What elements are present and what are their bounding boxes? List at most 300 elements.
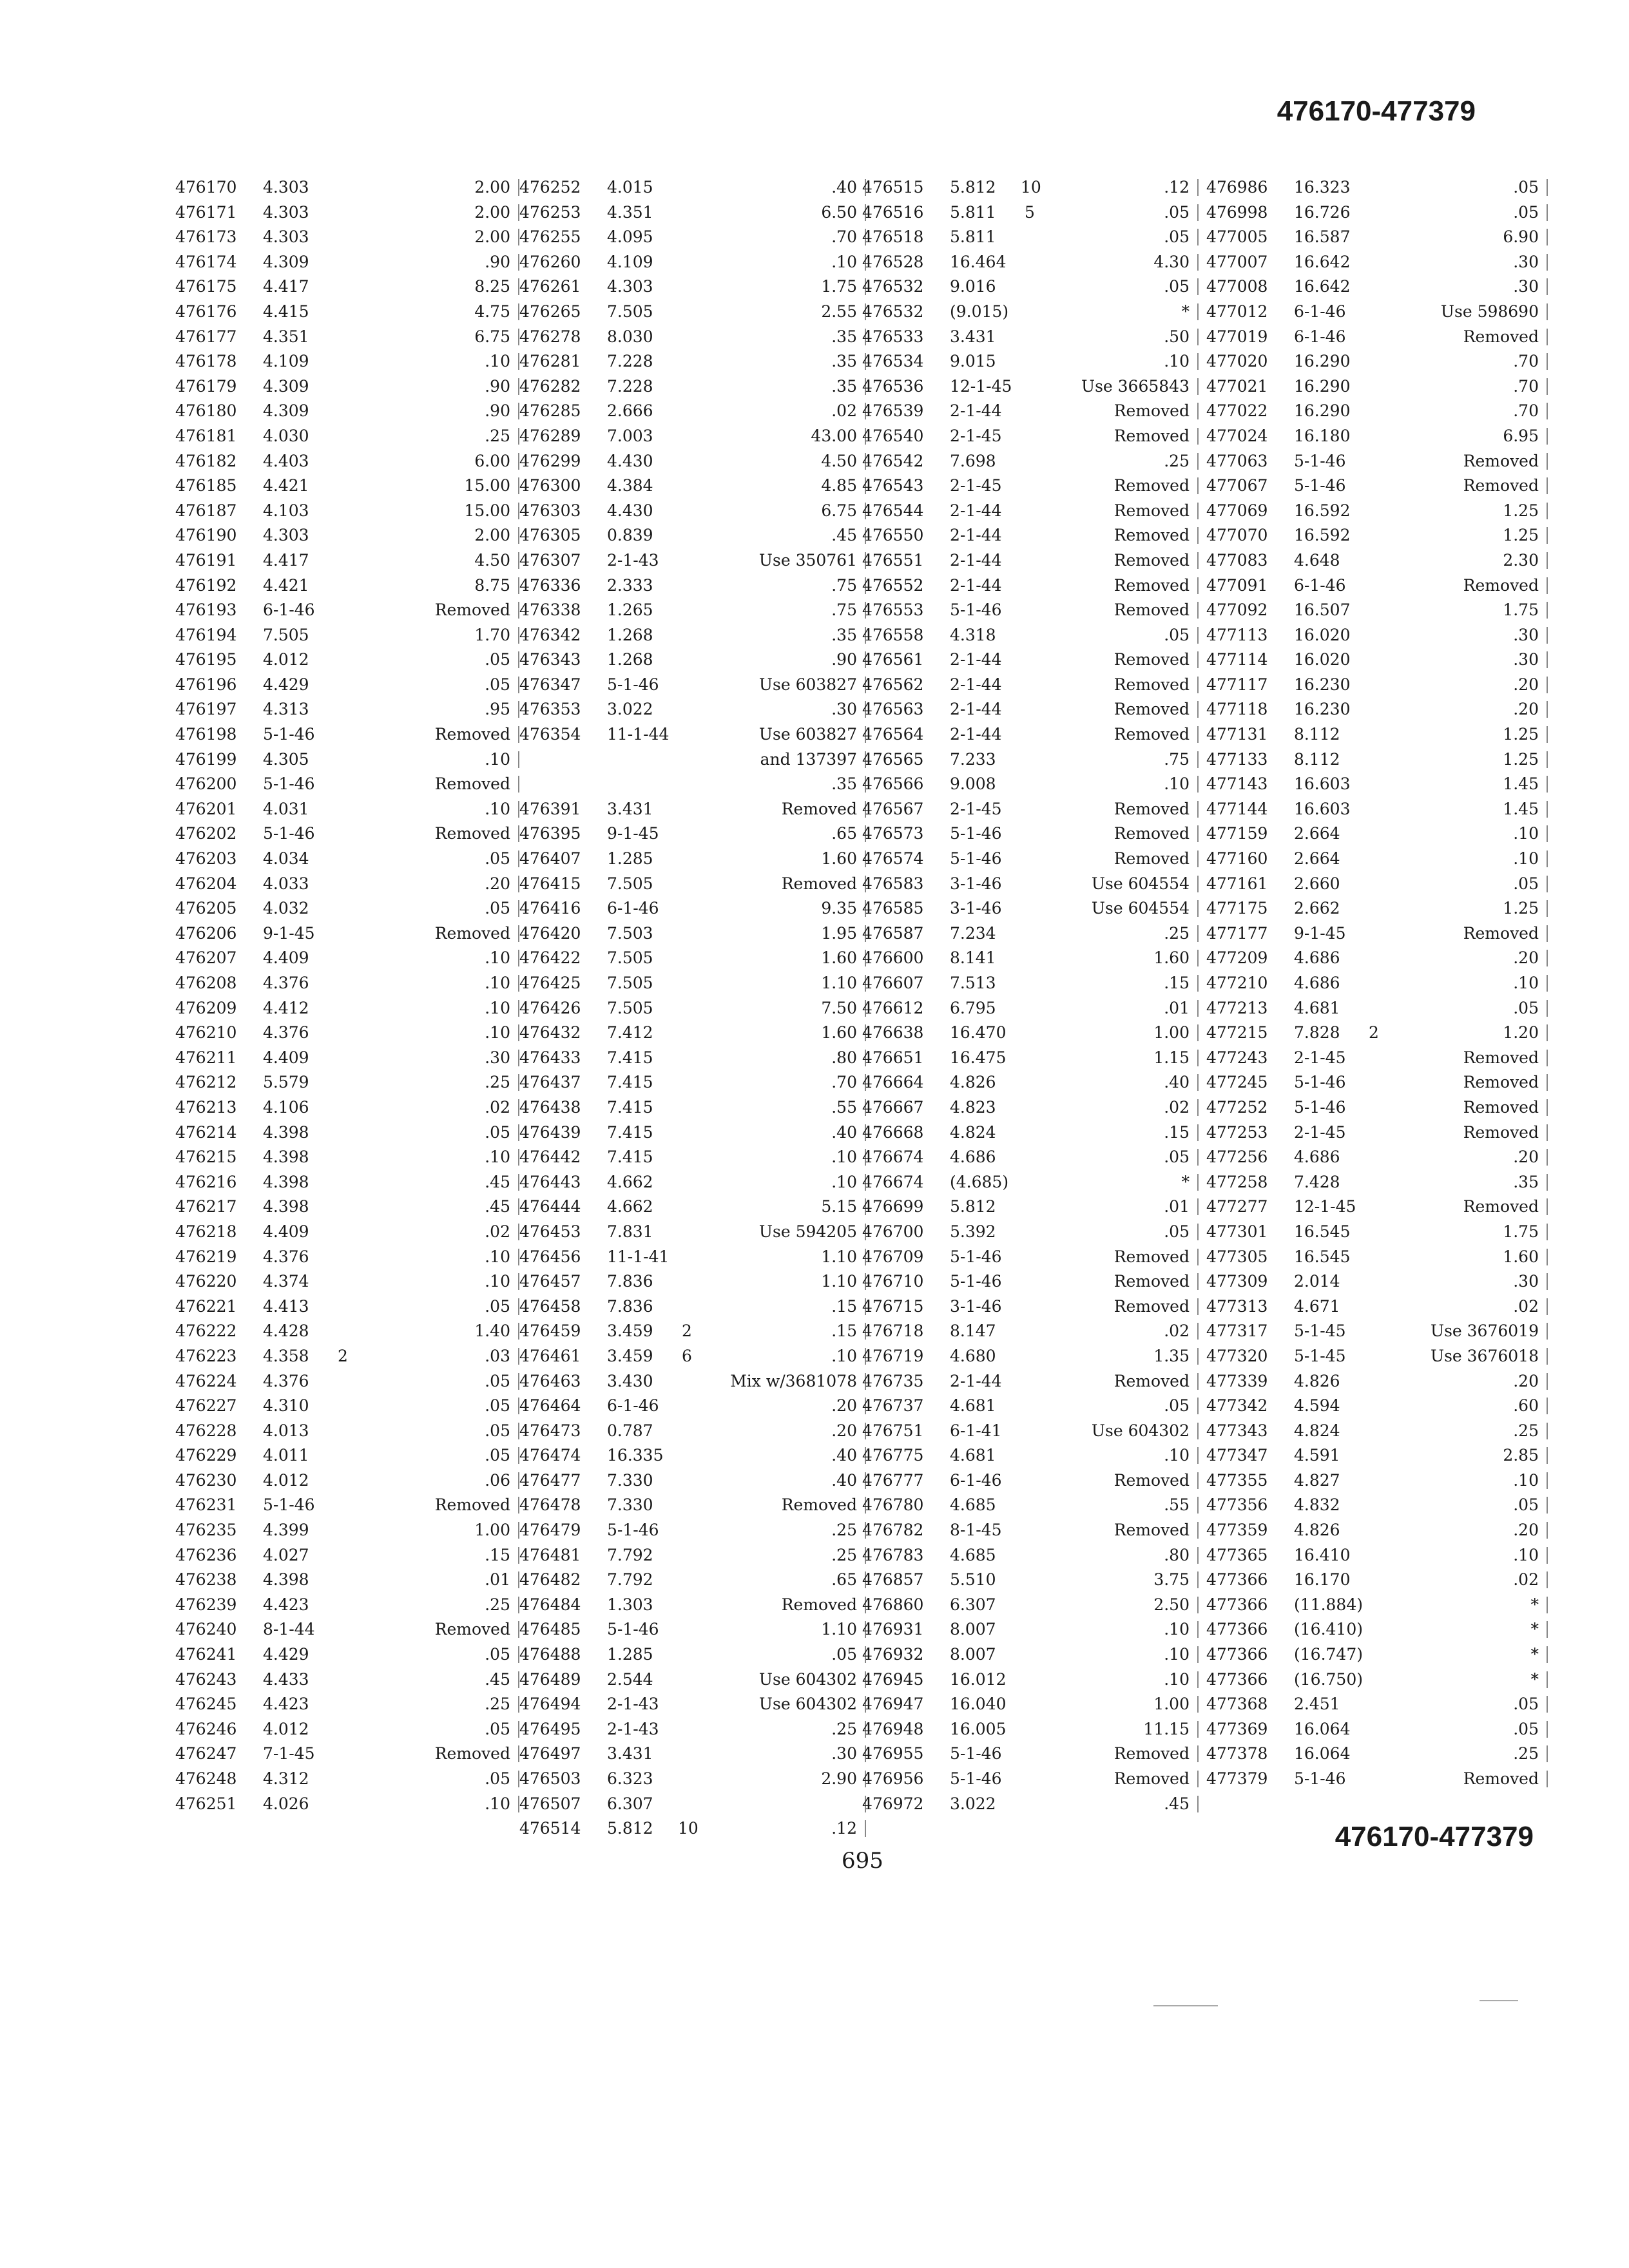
part-number: 476336 — [519, 575, 581, 595]
column-rule — [1197, 1745, 1199, 1762]
weight-or-date: 4.312 — [263, 1769, 309, 1788]
column-rule — [1547, 751, 1548, 768]
listing-row — [519, 1792, 857, 1817]
listing-row — [862, 1195, 1190, 1220]
listing-row — [862, 1394, 1190, 1419]
part-number: 476236 — [175, 1545, 237, 1564]
price-or-status: 2.00 — [474, 202, 510, 222]
price-or-status: .35 — [831, 352, 857, 371]
part-number: 476443 — [519, 1172, 581, 1191]
listing-row — [862, 1220, 1190, 1245]
price-or-status: .25 — [485, 1073, 510, 1092]
weight-or-date: 9-1-45 — [1294, 923, 1346, 943]
price-or-status: * — [1181, 302, 1190, 321]
listing-row — [519, 598, 857, 623]
weight-or-date: 5-1-46 — [263, 1495, 315, 1515]
listing-row — [862, 847, 1190, 872]
price-or-status: Removed — [1113, 601, 1190, 620]
part-number: 476783 — [862, 1545, 924, 1564]
listing-row — [175, 474, 510, 499]
part-number: 476175 — [175, 277, 237, 296]
price-or-status: .10 — [485, 1794, 510, 1813]
part-number: 477005 — [1206, 227, 1268, 247]
weight-or-date: (16.747) — [1294, 1645, 1363, 1664]
weight-or-date: 7.003 — [607, 426, 653, 445]
part-number: 477379 — [1206, 1769, 1268, 1788]
price-or-status: Removed — [434, 774, 510, 794]
column-rule — [1197, 1646, 1199, 1663]
weight-or-date: 4.591 — [1294, 1446, 1340, 1465]
listing-row — [1206, 1369, 1539, 1394]
part-number: 476464 — [519, 1396, 581, 1416]
weight-or-date: 1.303 — [607, 1595, 653, 1614]
part-number: 476478 — [519, 1495, 581, 1515]
part-number: 476485 — [519, 1620, 581, 1639]
listing-row — [175, 1394, 510, 1419]
weight-or-date: 4.686 — [1294, 948, 1340, 968]
weight-or-date: 5-1-46 — [263, 824, 315, 843]
weight-or-date: 4.027 — [263, 1545, 309, 1564]
price-or-status: .10 — [1513, 1470, 1539, 1490]
price-or-status: .20 — [831, 1396, 857, 1416]
listing-row — [862, 399, 1190, 424]
part-number: 477070 — [1206, 526, 1268, 545]
listing-row — [862, 1667, 1190, 1693]
listing-row — [519, 300, 857, 325]
weight-or-date: 16.475 — [950, 1048, 1007, 1067]
column-rule — [1547, 876, 1548, 892]
price-or-status: .10 — [485, 799, 510, 818]
column-rule — [1197, 1671, 1199, 1688]
weight-or-date: 4.421 — [263, 476, 309, 495]
part-number: 477008 — [1206, 277, 1268, 296]
weight-or-date: 4.409 — [263, 1222, 309, 1241]
price-or-status: Removed — [1113, 1744, 1190, 1763]
column-rule — [1197, 552, 1199, 569]
listing-row — [862, 1543, 1190, 1568]
part-number: 477343 — [1206, 1421, 1268, 1440]
column-rule — [1547, 1597, 1548, 1613]
column-rule — [1197, 477, 1199, 494]
part-number: 476458 — [519, 1296, 581, 1316]
listing-row — [1206, 1046, 1539, 1071]
part-number: 476607 — [862, 974, 924, 992]
price-or-status: 4.85 — [821, 476, 857, 495]
weight-or-date: 6.307 — [950, 1595, 996, 1614]
listing-row — [862, 1120, 1190, 1146]
part-number: 476281 — [519, 352, 581, 371]
part-number: 476494 — [519, 1695, 581, 1714]
price-or-status: 4.30 — [1153, 252, 1190, 271]
listing-row — [1206, 1170, 1539, 1195]
weight-or-date: 7.836 — [607, 1272, 653, 1291]
part-number: 476986 — [1206, 178, 1268, 197]
weight-or-date: 4.303 — [263, 202, 309, 222]
price-or-status: .30 — [485, 1048, 510, 1067]
price-or-status: 1.25 — [1503, 526, 1539, 545]
column-rule — [1197, 278, 1199, 295]
part-number: 477083 — [1206, 550, 1268, 570]
weight-or-date: 5-1-45 — [1294, 1321, 1346, 1341]
part-number: 476178 — [175, 352, 237, 371]
price-or-status: 3.75 — [1153, 1570, 1190, 1590]
price-or-status: .20 — [485, 874, 510, 893]
price-or-status: .70 — [831, 227, 857, 247]
part-number: 476562 — [862, 675, 924, 694]
column-rule — [1197, 527, 1199, 544]
part-number: 476737 — [862, 1396, 924, 1416]
column-rule — [1547, 428, 1548, 445]
listing-row — [519, 1518, 857, 1543]
listing-row — [175, 250, 510, 275]
listing-row — [175, 349, 510, 374]
price-or-status: .55 — [1164, 1495, 1190, 1515]
column-rule — [1197, 1273, 1199, 1290]
part-number: 476193 — [175, 601, 237, 620]
listing-row — [175, 1543, 510, 1568]
weight-or-date: 4.823 — [950, 1097, 996, 1117]
listing-row — [862, 1518, 1190, 1543]
price-or-status: .05 — [1513, 178, 1539, 197]
weight-or-date: 7.505 — [607, 998, 653, 1017]
price-or-status: 15.00 — [464, 501, 510, 520]
weight-or-date: 2.014 — [1294, 1272, 1340, 1291]
part-number: 477365 — [1206, 1545, 1268, 1564]
column-rule — [1197, 254, 1199, 271]
column-rule — [1547, 179, 1548, 196]
weight-or-date: 4.374 — [263, 1272, 309, 1291]
part-number: 476612 — [862, 998, 924, 1017]
weight-or-date: 5.812 — [607, 1819, 653, 1838]
listing-row — [175, 573, 510, 599]
part-number: 476227 — [175, 1396, 237, 1416]
price-or-status: Use 604302 — [1091, 1421, 1190, 1440]
column-rule — [1547, 453, 1548, 470]
listing-row — [1206, 623, 1539, 648]
column-rule — [1197, 1796, 1199, 1812]
listing-row — [1206, 896, 1539, 921]
column-rule — [1197, 726, 1199, 743]
weight-or-date: 7.505 — [607, 874, 653, 893]
weight-or-date: 2.544 — [607, 1669, 653, 1689]
part-number: 476947 — [862, 1695, 924, 1714]
price-or-status: .10 — [1513, 1545, 1539, 1564]
listing-row — [1206, 424, 1539, 449]
weight-or-date: 7.415 — [607, 1097, 653, 1117]
part-number: 477366 — [1206, 1645, 1268, 1664]
weight-or-date: 5-1-46 — [607, 1521, 659, 1540]
weight-or-date: 12-1-45 — [950, 376, 1012, 396]
weight-or-date: 5.392 — [950, 1222, 996, 1241]
part-number: 477118 — [1206, 700, 1268, 719]
price-or-status: 6.00 — [474, 451, 510, 470]
listing-row — [1206, 1518, 1539, 1543]
listing-row — [862, 822, 1190, 847]
listing-row — [862, 896, 1190, 921]
weight-or-date: 6.323 — [607, 1769, 653, 1788]
weight-or-date: 4.423 — [263, 1595, 309, 1614]
listing-row — [1206, 449, 1539, 474]
price-or-status: 6.75 — [821, 501, 857, 520]
listing-row — [519, 1344, 857, 1369]
part-number: 476667 — [862, 1097, 924, 1117]
listing-row — [862, 1593, 1190, 1618]
part-number: 477366 — [1206, 1595, 1268, 1614]
price-or-status: .02 — [485, 1097, 510, 1117]
weight-or-date: 4.109 — [607, 252, 653, 271]
price-or-status: Removed — [1113, 650, 1190, 669]
weight-or-date: 5-1-46 — [1294, 476, 1346, 495]
column-rule — [1197, 1522, 1199, 1539]
part-number: 476307 — [519, 550, 581, 570]
weight-or-date: 16.592 — [1294, 526, 1351, 545]
listing-row — [862, 1145, 1190, 1170]
weight-or-date: 16.603 — [1294, 799, 1351, 818]
part-number: 476176 — [175, 302, 237, 321]
column-rule — [1547, 1522, 1548, 1539]
part-number: 477305 — [1206, 1247, 1268, 1266]
weight-or-date: 3.459 — [607, 1321, 653, 1341]
part-number: 477063 — [1206, 451, 1268, 470]
weight-or-date: 5-1-46 — [950, 1247, 1002, 1266]
price-or-status: .15 — [1164, 1122, 1190, 1142]
part-number: 476224 — [175, 1371, 237, 1390]
part-number: 476395 — [519, 824, 581, 843]
weight-or-date: 16.323 — [1294, 178, 1351, 197]
weight-or-date: 4.109 — [263, 352, 309, 371]
weight-or-date: 6-1-46 — [1294, 575, 1346, 595]
listing-row — [175, 1667, 510, 1693]
column-rule — [1197, 1174, 1199, 1191]
part-number: 476777 — [862, 1470, 924, 1490]
part-number: 476432 — [519, 1023, 581, 1043]
listing-row — [519, 1120, 857, 1146]
price-or-status: .10 — [1513, 849, 1539, 869]
price-or-status: 1.00 — [1153, 1023, 1190, 1043]
part-number: 476497 — [519, 1744, 581, 1763]
price-or-status: .35 — [831, 625, 857, 644]
weight-or-date: 7-1-45 — [263, 1744, 315, 1763]
weight-or-date: 5-1-46 — [263, 774, 315, 794]
column-rule — [1547, 1198, 1548, 1215]
listing-row — [1206, 325, 1539, 350]
price-or-status: 1.60 — [821, 948, 857, 968]
part-number: 476243 — [175, 1669, 237, 1689]
price-or-status: .70 — [1513, 352, 1539, 371]
weight-or-date: 4.686 — [1294, 974, 1340, 992]
part-number: 476948 — [862, 1719, 924, 1738]
weight-or-date: 4.662 — [607, 1172, 653, 1191]
weight-or-date: 5-1-46 — [1294, 1097, 1346, 1117]
weight-or-date: 7.330 — [607, 1470, 653, 1490]
price-or-status: .15 — [485, 1545, 510, 1564]
column-rule — [1547, 1050, 1548, 1066]
part-number: 477213 — [1206, 998, 1268, 1017]
listing-row — [519, 1095, 857, 1120]
price-or-status: Removed — [434, 1495, 510, 1515]
price-or-status: Removed — [781, 1495, 857, 1515]
listing-row — [862, 1170, 1190, 1195]
price-or-status: .02 — [485, 1222, 510, 1241]
listing-row — [519, 623, 857, 648]
listing-row — [519, 772, 857, 797]
listing-row — [175, 1443, 510, 1468]
weight-or-date: 2-1-43 — [607, 1695, 659, 1714]
listing-row — [175, 996, 510, 1021]
price-or-status: .65 — [831, 824, 857, 843]
price-or-status: .12 — [831, 1819, 857, 1838]
listing-row — [862, 424, 1190, 449]
weight-or-date: 2.333 — [607, 575, 653, 595]
price-or-status: * — [1181, 1172, 1190, 1191]
price-or-status: Removed — [434, 725, 510, 744]
column-rule — [1547, 503, 1548, 519]
part-number: 476207 — [175, 948, 237, 968]
listing-row — [1206, 648, 1539, 673]
listing-row — [1206, 1593, 1539, 1618]
price-or-status: 4.75 — [474, 302, 510, 321]
listing-row — [1206, 1269, 1539, 1294]
part-number: 476442 — [519, 1148, 581, 1167]
price-or-status: 6.95 — [1503, 426, 1539, 445]
part-number: 476651 — [862, 1048, 924, 1067]
listing-row — [1206, 1717, 1539, 1742]
column-rule — [1197, 577, 1199, 594]
price-or-status: .25 — [1513, 1744, 1539, 1763]
part-number: 476238 — [175, 1570, 237, 1590]
listing-row — [1206, 747, 1539, 773]
listing-row — [519, 1070, 857, 1095]
listing-row — [1206, 1742, 1539, 1767]
listing-row — [175, 523, 510, 548]
price-or-status: 1.75 — [1503, 601, 1539, 620]
part-number: 476438 — [519, 1097, 581, 1117]
part-number: 476255 — [519, 227, 581, 247]
weight-or-date: 2.664 — [1294, 824, 1340, 843]
weight-or-date: 6-1-46 — [950, 1470, 1002, 1490]
price-or-status: .70 — [1513, 401, 1539, 421]
listing-row — [175, 1642, 510, 1667]
price-or-status: Removed — [781, 799, 857, 818]
weight-or-date: 4.032 — [263, 899, 309, 918]
price-or-status: Use 604302 — [758, 1669, 857, 1689]
part-number: 476860 — [862, 1595, 924, 1614]
price-or-status: .20 — [1513, 700, 1539, 719]
column-rule — [1547, 900, 1548, 917]
price-or-status: 1.35 — [1153, 1346, 1190, 1365]
listing-row — [1206, 772, 1539, 797]
column-rule — [1547, 403, 1548, 419]
price-or-status: .20 — [1513, 1521, 1539, 1540]
weight-or-date: 4.648 — [1294, 550, 1340, 570]
weight-or-date: 4.398 — [263, 1172, 309, 1191]
weight-or-date: (4.685) — [950, 1172, 1009, 1191]
listing-row — [1206, 697, 1539, 722]
part-number: 476543 — [862, 476, 924, 495]
part-number: 476300 — [519, 476, 581, 495]
part-number: 477277 — [1206, 1197, 1268, 1216]
listing-row — [175, 921, 510, 947]
price-or-status: 4.50 — [474, 550, 510, 570]
weight-or-date: 4.671 — [1294, 1296, 1340, 1316]
weight-or-date: 16.464 — [950, 252, 1007, 271]
listing-row — [175, 1792, 510, 1817]
weight-or-date: 16.020 — [1294, 625, 1351, 644]
weight-or-date: 2-1-44 — [950, 725, 1002, 744]
price-or-status: 1.25 — [1503, 899, 1539, 918]
weight-or-date: 2-1-43 — [607, 1719, 659, 1738]
weight-or-date: 4.103 — [263, 501, 309, 520]
weight-or-date: 4.031 — [263, 799, 309, 818]
price-or-status: 1.95 — [821, 923, 857, 943]
part-number: 476495 — [519, 1719, 581, 1738]
price-or-status: .06 — [485, 1470, 510, 1490]
weight-or-date: 7.831 — [607, 1222, 653, 1241]
part-number: 476422 — [519, 948, 581, 968]
price-or-status: .40 — [831, 1446, 857, 1465]
weight-or-date: 4.309 — [263, 401, 309, 421]
listing-row — [1206, 1443, 1539, 1468]
weight-or-date: 3.022 — [950, 1794, 996, 1813]
listing-row — [175, 1294, 510, 1320]
price-or-status: Removed — [1113, 700, 1190, 719]
listing-row — [519, 225, 857, 250]
part-number: 476573 — [862, 824, 924, 843]
part-number: 476246 — [175, 1719, 237, 1738]
weight-or-date: 2.666 — [607, 401, 653, 421]
weight-or-date: 2.664 — [1294, 849, 1340, 869]
part-number: 476202 — [175, 824, 237, 843]
weight-or-date: 7.828 — [1294, 1023, 1340, 1043]
price-or-status: Removed — [1113, 1247, 1190, 1266]
weight-or-date: 4.303 — [263, 526, 309, 545]
listing-row — [862, 1642, 1190, 1667]
part-number: 476474 — [519, 1446, 581, 1465]
weight-or-date: 4.398 — [263, 1148, 309, 1167]
listing-row — [862, 648, 1190, 673]
column-rule — [1197, 1398, 1199, 1414]
column-rule — [1197, 1198, 1199, 1215]
weight-or-date: 4.026 — [263, 1794, 309, 1813]
price-or-status: 1.75 — [1503, 1222, 1539, 1241]
listing-row — [175, 822, 510, 847]
price-or-status: .45 — [485, 1172, 510, 1191]
listing-row — [1206, 971, 1539, 996]
listing-row — [519, 449, 857, 474]
listing-row — [519, 648, 857, 673]
column-rule — [1197, 1472, 1199, 1489]
price-or-status: .05 — [1164, 227, 1190, 247]
price-or-status: .30 — [1513, 1272, 1539, 1291]
part-number: 476955 — [862, 1744, 924, 1763]
part-number: 476437 — [519, 1073, 581, 1092]
column-rule — [1197, 701, 1199, 718]
column-rule — [1197, 1224, 1199, 1240]
part-number: 476198 — [175, 725, 237, 744]
listing-row — [862, 872, 1190, 897]
column-rule — [1197, 229, 1199, 245]
price-or-status: 2.55 — [821, 302, 857, 321]
listing-row — [175, 1245, 510, 1270]
weight-or-date: 3-1-46 — [950, 1296, 1002, 1316]
weight-or-date: 5-1-46 — [1294, 1769, 1346, 1788]
price-or-status: Removed — [434, 1620, 510, 1639]
price-or-status: 1.60 — [1503, 1247, 1539, 1266]
listing-row — [862, 1344, 1190, 1369]
column-rule — [1547, 378, 1548, 395]
price-or-status: .05 — [1513, 998, 1539, 1017]
listing-row — [862, 1319, 1190, 1344]
